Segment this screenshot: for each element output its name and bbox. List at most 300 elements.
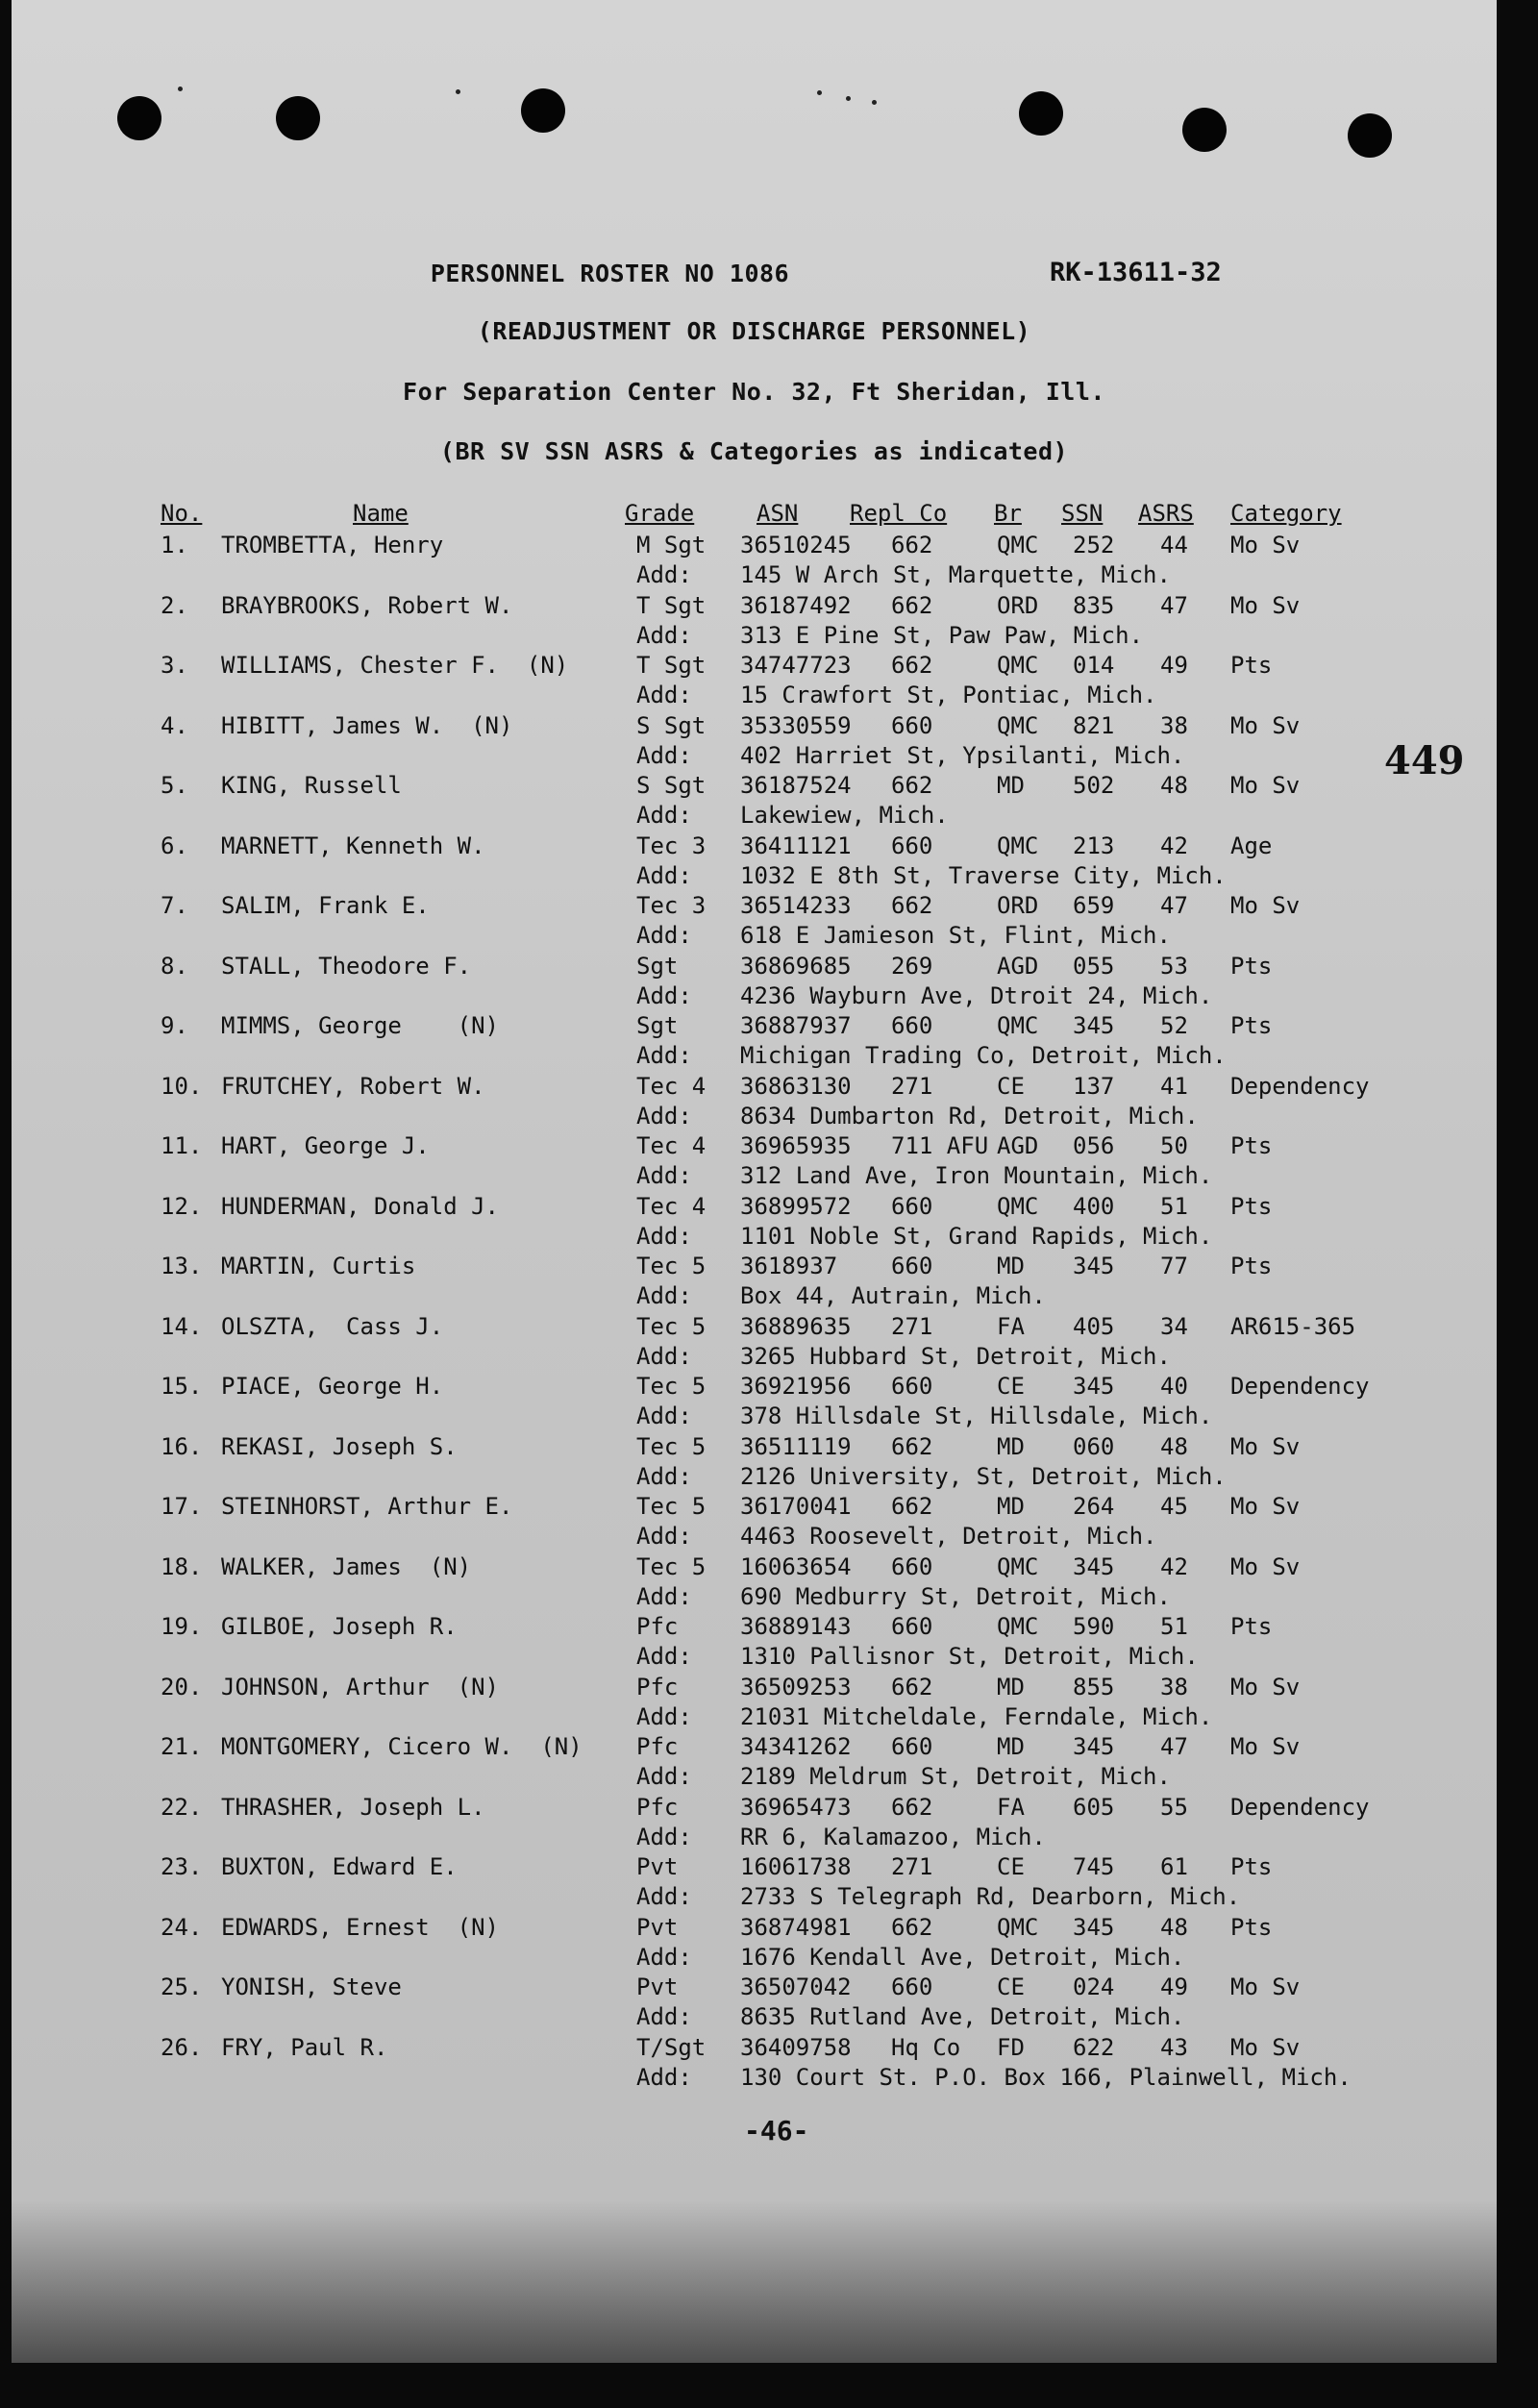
repl-co-cell: 660 bbox=[891, 1974, 933, 2000]
pin-dot bbox=[817, 90, 822, 95]
punch-hole bbox=[117, 96, 161, 140]
repl-co-cell: 660 bbox=[891, 1733, 933, 1760]
grade-cell: Pfc bbox=[636, 1733, 679, 1760]
address-label: Add: bbox=[636, 621, 692, 649]
soldier-name: WILLIAMS, Chester F. (N) bbox=[221, 652, 569, 679]
address-label: Add: bbox=[636, 1222, 692, 1250]
address-label: Add: bbox=[636, 1403, 692, 1429]
repl-co-cell: 271 bbox=[891, 1312, 933, 1340]
branch-cell: QMC bbox=[997, 1012, 1039, 1039]
asrs-cell: 38 bbox=[1160, 711, 1188, 739]
address-cell: RR 6, Kalamazoo, Mich. bbox=[740, 1823, 1046, 1850]
branch-cell: ORD bbox=[997, 591, 1039, 619]
col-header-br: Br bbox=[994, 500, 1022, 527]
address-label: Add: bbox=[636, 1342, 692, 1370]
grade-cell: Tec 5 bbox=[636, 1493, 707, 1520]
punch-hole bbox=[521, 88, 565, 133]
soldier-name: TROMBETTA, Henry bbox=[221, 532, 444, 559]
repl-co-cell: 660 bbox=[891, 711, 933, 739]
ssn-cell: 056 bbox=[1073, 1132, 1115, 1159]
roster-note: (BR SV SSN ASRS & Categories as indicated) bbox=[439, 437, 1069, 465]
ssn-cell: 060 bbox=[1073, 1432, 1115, 1460]
asn-cell: 35330559 bbox=[740, 711, 852, 739]
repl-co-cell: 660 bbox=[891, 1012, 933, 1039]
repl-co-cell: 660 bbox=[891, 1253, 933, 1279]
ssn-cell: 835 bbox=[1073, 591, 1115, 619]
category-cell: Mo Sv bbox=[1230, 1493, 1301, 1520]
ssn-cell: 345 bbox=[1073, 1552, 1115, 1580]
asn-cell: 34341262 bbox=[740, 1733, 852, 1760]
soldier-name: MARTIN, Curtis bbox=[221, 1253, 416, 1279]
row-number: 4. bbox=[161, 711, 188, 739]
branch-cell: AGD bbox=[997, 1132, 1039, 1159]
punch-hole bbox=[1182, 108, 1227, 152]
address-cell: 4236 Wayburn Ave, Dtroit 24, Mich. bbox=[740, 981, 1213, 1009]
soldier-name: SALIM, Frank E. bbox=[221, 892, 430, 919]
repl-co-cell: 662 bbox=[891, 892, 933, 919]
grade-cell: T/Sgt bbox=[636, 2033, 707, 2061]
address-cell: 690 Medburry St, Detroit, Mich. bbox=[740, 1582, 1171, 1610]
soldier-name: MARNETT, Kenneth W. bbox=[221, 832, 485, 859]
branch-cell: CE bbox=[997, 1072, 1025, 1100]
separation-center: For Separation Center No. 32, Ft Sheridan, Ill. bbox=[403, 378, 1105, 406]
asn-cell: 36511119 bbox=[740, 1432, 852, 1460]
repl-co-cell: 662 bbox=[891, 1493, 933, 1520]
branch-cell: CE bbox=[997, 1373, 1025, 1400]
soldier-name: MIMMS, George (N) bbox=[221, 1012, 499, 1039]
row-number: 26. bbox=[161, 2033, 203, 2061]
asn-cell: 16063654 bbox=[740, 1552, 852, 1580]
category-cell: Mo Sv bbox=[1230, 532, 1301, 559]
asrs-cell: 41 bbox=[1160, 1072, 1188, 1100]
category-cell: Pts bbox=[1230, 1253, 1273, 1279]
address-cell: 8634 Dumbarton Rd, Detroit, Mich. bbox=[740, 1102, 1199, 1130]
address-label: Add: bbox=[636, 2063, 692, 2091]
address-label: Add: bbox=[636, 1462, 692, 1490]
address-label: Add: bbox=[636, 682, 692, 708]
asrs-cell: 48 bbox=[1160, 772, 1188, 799]
address-label: Add: bbox=[636, 1162, 692, 1189]
soldier-name: OLSZTA, Cass J. bbox=[221, 1312, 444, 1340]
asrs-cell: 48 bbox=[1160, 1432, 1188, 1460]
category-cell: Mo Sv bbox=[1230, 711, 1301, 739]
row-number: 5. bbox=[161, 772, 188, 799]
address-label: Add: bbox=[636, 1282, 692, 1309]
row-number: 6. bbox=[161, 832, 188, 859]
address-label: Add: bbox=[636, 861, 692, 889]
soldier-name: JOHNSON, Arthur (N) bbox=[221, 1673, 499, 1700]
asrs-cell: 45 bbox=[1160, 1493, 1188, 1520]
asrs-cell: 42 bbox=[1160, 1552, 1188, 1580]
row-number: 20. bbox=[161, 1673, 203, 1700]
asn-cell: 36510245 bbox=[740, 532, 852, 559]
soldier-name: STALL, Theodore F. bbox=[221, 952, 472, 980]
ssn-cell: 264 bbox=[1073, 1493, 1115, 1520]
grade-cell: Pvt bbox=[636, 1974, 679, 2000]
row-number: 13. bbox=[161, 1253, 203, 1279]
ssn-cell: 400 bbox=[1073, 1192, 1115, 1220]
asrs-cell: 47 bbox=[1160, 892, 1188, 919]
soldier-name: EDWARDS, Ernest (N) bbox=[221, 1913, 499, 1941]
ssn-cell: 855 bbox=[1073, 1673, 1115, 1700]
address-cell: 378 Hillsdale St, Hillsdale, Mich. bbox=[740, 1403, 1213, 1429]
address-cell: Lakewiew, Mich. bbox=[740, 802, 949, 829]
page-shadow bbox=[12, 2199, 1497, 2363]
address-label: Add: bbox=[636, 2003, 692, 2030]
address-label: Add: bbox=[636, 1763, 692, 1790]
category-cell: Mo Sv bbox=[1230, 1733, 1301, 1760]
address-cell: Michigan Trading Co, Detroit, Mich. bbox=[740, 1042, 1227, 1069]
pin-dot bbox=[872, 100, 877, 105]
address-cell: 2189 Meldrum St, Detroit, Mich. bbox=[740, 1763, 1171, 1790]
grade-cell: S Sgt bbox=[636, 772, 707, 799]
branch-cell: MD bbox=[997, 1733, 1025, 1760]
asrs-cell: 49 bbox=[1160, 1974, 1188, 2000]
branch-cell: QMC bbox=[997, 711, 1039, 739]
category-cell: Pts bbox=[1230, 1192, 1273, 1220]
asn-cell: 36187524 bbox=[740, 772, 852, 799]
col-header-category: Category bbox=[1230, 500, 1342, 527]
soldier-name: HART, George J. bbox=[221, 1132, 430, 1159]
row-number: 17. bbox=[161, 1493, 203, 1520]
soldier-name: FRUTCHEY, Robert W. bbox=[221, 1072, 485, 1100]
asrs-cell: 53 bbox=[1160, 952, 1188, 980]
branch-cell: QMC bbox=[997, 652, 1039, 679]
asrs-cell: 47 bbox=[1160, 591, 1188, 619]
category-cell: Dependency bbox=[1230, 1072, 1370, 1100]
row-number: 14. bbox=[161, 1312, 203, 1340]
address-label: Add: bbox=[636, 1943, 692, 1971]
pin-dot bbox=[178, 87, 183, 91]
address-cell: 1101 Noble St, Grand Rapids, Mich. bbox=[740, 1222, 1213, 1250]
branch-cell: QMC bbox=[997, 1913, 1039, 1941]
soldier-name: MONTGOMERY, Cicero W. (N) bbox=[221, 1733, 583, 1760]
address-cell: 4463 Roosevelt, Detroit, Mich. bbox=[740, 1523, 1157, 1550]
roster-subtitle: (READJUSTMENT OR DISCHARGE PERSONNEL) bbox=[477, 317, 1031, 345]
asn-cell: 36921956 bbox=[740, 1373, 852, 1400]
address-cell: 145 W Arch St, Marquette, Mich. bbox=[740, 561, 1171, 588]
row-number: 1. bbox=[161, 532, 188, 559]
repl-co-cell: 662 bbox=[891, 1913, 933, 1941]
soldier-name: STEINHORST, Arthur E. bbox=[221, 1493, 513, 1520]
soldier-name: THRASHER, Joseph L. bbox=[221, 1793, 485, 1821]
asrs-cell: 48 bbox=[1160, 1913, 1188, 1941]
asn-cell: 36409758 bbox=[740, 2033, 852, 2061]
address-label: Add: bbox=[636, 1883, 692, 1910]
repl-co-cell: 662 bbox=[891, 532, 933, 559]
repl-co-cell: 271 bbox=[891, 1072, 933, 1100]
grade-cell: T Sgt bbox=[636, 591, 707, 619]
asrs-cell: 61 bbox=[1160, 1853, 1188, 1880]
category-cell: Pts bbox=[1230, 1613, 1273, 1640]
asrs-cell: 44 bbox=[1160, 532, 1188, 559]
address-label: Add: bbox=[636, 922, 692, 949]
row-number: 12. bbox=[161, 1192, 203, 1220]
asrs-cell: 50 bbox=[1160, 1132, 1188, 1159]
category-cell: Mo Sv bbox=[1230, 1974, 1301, 2000]
branch-cell: CE bbox=[997, 1853, 1025, 1880]
grade-cell: Pfc bbox=[636, 1793, 679, 1821]
row-number: 8. bbox=[161, 952, 188, 980]
row-number: 22. bbox=[161, 1793, 203, 1821]
branch-cell: ORD bbox=[997, 892, 1039, 919]
row-number: 3. bbox=[161, 652, 188, 679]
ssn-cell: 213 bbox=[1073, 832, 1115, 859]
branch-cell: FD bbox=[997, 2033, 1025, 2061]
asn-cell: 36187492 bbox=[740, 591, 852, 619]
row-number: 7. bbox=[161, 892, 188, 919]
asrs-cell: 55 bbox=[1160, 1793, 1188, 1821]
address-cell: 618 E Jamieson St, Flint, Mich. bbox=[740, 922, 1171, 949]
category-cell: Pts bbox=[1230, 1132, 1273, 1159]
soldier-name: REKASI, Joseph S. bbox=[221, 1432, 458, 1460]
row-number: 16. bbox=[161, 1432, 203, 1460]
asrs-cell: 42 bbox=[1160, 832, 1188, 859]
margin-number: 449 bbox=[1384, 738, 1465, 783]
ssn-cell: 055 bbox=[1073, 952, 1115, 980]
asn-cell: 34747723 bbox=[740, 652, 852, 679]
asrs-cell: 49 bbox=[1160, 652, 1188, 679]
address-label: Add: bbox=[636, 1523, 692, 1550]
address-cell: 21031 Mitcheldale, Ferndale, Mich. bbox=[740, 1702, 1213, 1730]
ssn-cell: 345 bbox=[1073, 1733, 1115, 1760]
grade-cell: Tec 4 bbox=[636, 1132, 707, 1159]
address-cell: 15 Crawfort St, Pontiac, Mich. bbox=[740, 682, 1157, 708]
repl-co-cell: 660 bbox=[891, 1613, 933, 1640]
soldier-name: BUXTON, Edward E. bbox=[221, 1853, 458, 1880]
row-number: 21. bbox=[161, 1733, 203, 1760]
grade-cell: Tec 5 bbox=[636, 1552, 707, 1580]
address-cell: 402 Harriet St, Ypsilanti, Mich. bbox=[740, 741, 1185, 769]
category-cell: Pts bbox=[1230, 952, 1273, 980]
repl-co-cell: 271 bbox=[891, 1853, 933, 1880]
ssn-cell: 345 bbox=[1073, 1253, 1115, 1279]
repl-co-cell: 662 bbox=[891, 772, 933, 799]
col-header-name: Name bbox=[353, 500, 409, 527]
category-cell: Mo Sv bbox=[1230, 591, 1301, 619]
address-label: Add: bbox=[636, 981, 692, 1009]
ssn-cell: 014 bbox=[1073, 652, 1115, 679]
grade-cell: Tec 3 bbox=[636, 832, 707, 859]
grade-cell: Pfc bbox=[636, 1613, 679, 1640]
asn-cell: 36863130 bbox=[740, 1072, 852, 1100]
grade-cell: Tec 5 bbox=[636, 1373, 707, 1400]
address-label: Add: bbox=[636, 1042, 692, 1069]
repl-co-cell: 660 bbox=[891, 1552, 933, 1580]
ssn-cell: 345 bbox=[1073, 1373, 1115, 1400]
category-cell: Dependency bbox=[1230, 1793, 1370, 1821]
ssn-cell: 252 bbox=[1073, 532, 1115, 559]
repl-co-cell: 662 bbox=[891, 1793, 933, 1821]
category-cell: Mo Sv bbox=[1230, 892, 1301, 919]
category-cell: Mo Sv bbox=[1230, 2033, 1301, 2061]
branch-cell: MD bbox=[997, 1253, 1025, 1279]
row-number: 23. bbox=[161, 1853, 203, 1880]
asn-cell: 36869685 bbox=[740, 952, 852, 980]
address-cell: 1310 Pallisnor St, Detroit, Mich. bbox=[740, 1643, 1199, 1670]
row-number: 11. bbox=[161, 1132, 203, 1159]
branch-cell: QMC bbox=[997, 832, 1039, 859]
branch-cell: FA bbox=[997, 1312, 1025, 1340]
branch-cell: QMC bbox=[997, 1192, 1039, 1220]
category-cell: Pts bbox=[1230, 652, 1273, 679]
soldier-name: GILBOE, Joseph R. bbox=[221, 1613, 458, 1640]
address-cell: 312 Land Ave, Iron Mountain, Mich. bbox=[740, 1162, 1213, 1189]
roster-title: PERSONNEL ROSTER NO 1086 bbox=[430, 260, 790, 287]
grade-cell: Tec 4 bbox=[636, 1192, 707, 1220]
col-header-asn: ASN bbox=[757, 500, 799, 527]
category-cell: Mo Sv bbox=[1230, 1673, 1301, 1700]
address-label: Add: bbox=[636, 802, 692, 829]
address-cell: 1032 E 8th St, Traverse City, Mich. bbox=[740, 861, 1227, 889]
repl-co-cell: Hq Co bbox=[891, 2033, 961, 2061]
asn-cell: 16061738 bbox=[740, 1853, 852, 1880]
asn-cell: 36965473 bbox=[740, 1793, 852, 1821]
soldier-name: WALKER, James (N) bbox=[221, 1552, 472, 1580]
col-header-grade: Grade bbox=[625, 500, 695, 527]
category-cell: Mo Sv bbox=[1230, 1552, 1301, 1580]
asn-cell: 36170041 bbox=[740, 1493, 852, 1520]
address-cell: 2733 S Telegraph Rd, Dearborn, Mich. bbox=[740, 1883, 1241, 1910]
col-header-no: No. bbox=[161, 500, 203, 527]
ssn-cell: 502 bbox=[1073, 772, 1115, 799]
asrs-cell: 51 bbox=[1160, 1613, 1188, 1640]
asn-cell: 36514233 bbox=[740, 892, 852, 919]
roster-page bbox=[12, 0, 1497, 2363]
category-cell: Age bbox=[1230, 832, 1273, 859]
ssn-cell: 622 bbox=[1073, 2033, 1115, 2061]
punch-hole bbox=[276, 96, 320, 140]
asn-cell: 36889635 bbox=[740, 1312, 852, 1340]
ssn-cell: 345 bbox=[1073, 1913, 1115, 1941]
pin-dot bbox=[846, 96, 851, 101]
reference-number: RK-13611-32 bbox=[1050, 258, 1222, 287]
grade-cell: T Sgt bbox=[636, 652, 707, 679]
punch-hole bbox=[1019, 91, 1063, 136]
soldier-name: BRAYBROOKS, Robert W. bbox=[221, 591, 513, 619]
ssn-cell: 137 bbox=[1073, 1072, 1115, 1100]
grade-cell: Tec 3 bbox=[636, 892, 707, 919]
asn-cell: 36507042 bbox=[740, 1974, 852, 2000]
row-number: 10. bbox=[161, 1072, 203, 1100]
grade-cell: Sgt bbox=[636, 1012, 679, 1039]
address-cell: 8635 Rutland Ave, Detroit, Mich. bbox=[740, 2003, 1185, 2030]
address-cell: 3265 Hubbard St, Detroit, Mich. bbox=[740, 1342, 1171, 1370]
address-label: Add: bbox=[636, 1643, 692, 1670]
row-number: 24. bbox=[161, 1913, 203, 1941]
category-cell: Pts bbox=[1230, 1913, 1273, 1941]
grade-cell: S Sgt bbox=[636, 711, 707, 739]
asn-cell: 36874981 bbox=[740, 1913, 852, 1941]
page-number: -46- bbox=[744, 2115, 809, 2147]
branch-cell: QMC bbox=[997, 532, 1039, 559]
address-label: Add: bbox=[636, 1102, 692, 1130]
branch-cell: MD bbox=[997, 1493, 1025, 1520]
branch-cell: MD bbox=[997, 772, 1025, 799]
grade-cell: Pvt bbox=[636, 1913, 679, 1941]
branch-cell: MD bbox=[997, 1673, 1025, 1700]
ssn-cell: 659 bbox=[1073, 892, 1115, 919]
ssn-cell: 821 bbox=[1073, 711, 1115, 739]
category-cell: Mo Sv bbox=[1230, 772, 1301, 799]
punch-hole bbox=[1348, 113, 1392, 158]
row-number: 19. bbox=[161, 1613, 203, 1640]
repl-co-cell: 660 bbox=[891, 832, 933, 859]
ssn-cell: 745 bbox=[1073, 1853, 1115, 1880]
asn-cell: 36889143 bbox=[740, 1613, 852, 1640]
soldier-name: FRY, Paul R. bbox=[221, 2033, 388, 2061]
asn-cell: 36965935 bbox=[740, 1132, 852, 1159]
ssn-cell: 345 bbox=[1073, 1012, 1115, 1039]
branch-cell: FA bbox=[997, 1793, 1025, 1821]
asn-cell: 36509253 bbox=[740, 1673, 852, 1700]
asrs-cell: 52 bbox=[1160, 1012, 1188, 1039]
repl-co-cell: 660 bbox=[891, 1373, 933, 1400]
branch-cell: MD bbox=[997, 1432, 1025, 1460]
address-cell: Box 44, Autrain, Mich. bbox=[740, 1282, 1046, 1309]
row-number: 25. bbox=[161, 1974, 203, 2000]
soldier-name: YONISH, Steve bbox=[221, 1974, 402, 2000]
ssn-cell: 605 bbox=[1073, 1793, 1115, 1821]
category-cell: Pts bbox=[1230, 1012, 1273, 1039]
row-number: 15. bbox=[161, 1373, 203, 1400]
pin-dot bbox=[456, 89, 460, 94]
repl-co-cell: 269 bbox=[891, 952, 933, 980]
category-cell: Mo Sv bbox=[1230, 1432, 1301, 1460]
asrs-cell: 40 bbox=[1160, 1373, 1188, 1400]
col-header-asrs: ASRS bbox=[1138, 500, 1194, 527]
ssn-cell: 590 bbox=[1073, 1613, 1115, 1640]
asrs-cell: 47 bbox=[1160, 1733, 1188, 1760]
branch-cell: AGD bbox=[997, 952, 1039, 980]
soldier-name: KING, Russell bbox=[221, 772, 402, 799]
grade-cell: Tec 5 bbox=[636, 1253, 707, 1279]
grade-cell: Tec 5 bbox=[636, 1432, 707, 1460]
ssn-cell: 024 bbox=[1073, 1974, 1115, 2000]
asrs-cell: 77 bbox=[1160, 1253, 1188, 1279]
branch-cell: QMC bbox=[997, 1552, 1039, 1580]
repl-co-cell: 662 bbox=[891, 591, 933, 619]
soldier-name: PIACE, George H. bbox=[221, 1373, 444, 1400]
asrs-cell: 43 bbox=[1160, 2033, 1188, 2061]
address-label: Add: bbox=[636, 1702, 692, 1730]
address-cell: 1676 Kendall Ave, Detroit, Mich. bbox=[740, 1943, 1185, 1971]
repl-co-cell: 711 AFU bbox=[891, 1132, 989, 1159]
asn-cell: 36887937 bbox=[740, 1012, 852, 1039]
category-cell: Pts bbox=[1230, 1853, 1273, 1880]
grade-cell: Pvt bbox=[636, 1853, 679, 1880]
col-header-repl-co: Repl Co bbox=[850, 500, 948, 527]
address-cell: 2126 University, St, Detroit, Mich. bbox=[740, 1462, 1227, 1490]
address-cell: 313 E Pine St, Paw Paw, Mich. bbox=[740, 621, 1144, 649]
asrs-cell: 38 bbox=[1160, 1673, 1188, 1700]
row-number: 9. bbox=[161, 1012, 188, 1039]
repl-co-cell: 662 bbox=[891, 1432, 933, 1460]
ssn-cell: 405 bbox=[1073, 1312, 1115, 1340]
branch-cell: QMC bbox=[997, 1613, 1039, 1640]
grade-cell: Tec 5 bbox=[636, 1312, 707, 1340]
repl-co-cell: 660 bbox=[891, 1192, 933, 1220]
grade-cell: Pfc bbox=[636, 1673, 679, 1700]
category-cell: AR615-365 bbox=[1230, 1312, 1356, 1340]
address-label: Add: bbox=[636, 1823, 692, 1850]
address-cell: 130 Court St. P.O. Box 166, Plainwell, Mich. bbox=[740, 2063, 1352, 2091]
asn-cell: 3618937 bbox=[740, 1253, 838, 1279]
asn-cell: 36899572 bbox=[740, 1192, 852, 1220]
asn-cell: 36411121 bbox=[740, 832, 852, 859]
repl-co-cell: 662 bbox=[891, 652, 933, 679]
grade-cell: M Sgt bbox=[636, 532, 707, 559]
